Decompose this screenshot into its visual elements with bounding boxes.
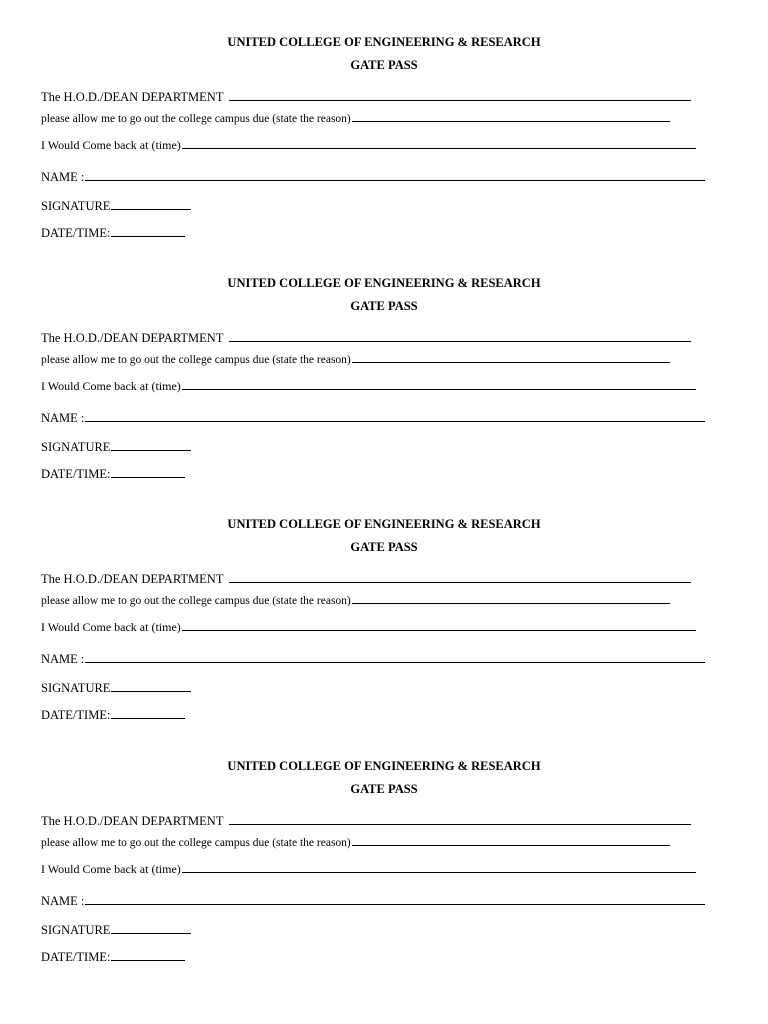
datetime-field[interactable] [111,467,185,478]
datetime-label: DATE/TIME: [41,950,111,964]
datetime-label: DATE/TIME: [41,226,111,240]
signature-field[interactable] [111,681,191,692]
institution-name: UNITED COLLEGE OF ENGINEERING & RESEARCH [227,35,541,49]
datetime-field[interactable] [111,226,185,237]
form-title: GATE PASS [350,299,418,313]
return-time-label: I Would Come back at (time) [41,862,181,876]
datetime-field[interactable] [111,950,185,961]
signature-line [41,923,191,938]
return-time-field[interactable] [182,620,696,631]
gate-pass-slip-3 [0,490,768,731]
hod-label: The H.O.D./DEAN DEPARTMENT [41,572,224,586]
name-field[interactable] [85,411,705,422]
form-title: GATE PASS [350,58,418,72]
datetime-line [41,226,185,241]
signature-line [41,440,191,455]
hod-label: The H.O.D./DEAN DEPARTMENT [41,90,224,104]
name-field[interactable] [85,894,705,905]
datetime-field[interactable] [111,708,185,719]
name-label: NAME : [41,894,85,908]
name-field[interactable] [85,652,705,663]
gate-pass-slip-2 [0,249,768,490]
reason-line [41,835,670,849]
reason-field[interactable] [352,352,670,363]
reason-label: please allow me to go out the college campus due (state the reason) [41,837,351,849]
hod-line [41,572,691,587]
hod-department-field[interactable] [229,814,691,825]
datetime-label: DATE/TIME: [41,467,111,481]
hod-label: The H.O.D./DEAN DEPARTMENT [41,331,224,345]
signature-label: SIGNATURE [41,681,111,695]
datetime-line [41,950,185,965]
hod-line [41,90,691,105]
signature-field[interactable] [111,199,191,210]
form-title: GATE PASS [350,540,418,554]
name-line [41,170,705,185]
reason-line [41,352,670,366]
institution-name: UNITED COLLEGE OF ENGINEERING & RESEARCH [227,759,541,773]
name-label: NAME : [41,411,85,425]
hod-department-field[interactable] [229,90,691,101]
datetime-line [41,708,185,723]
return-time-field[interactable] [182,379,696,390]
reason-field[interactable] [352,835,670,846]
return-time-label: I Would Come back at (time) [41,379,181,393]
datetime-label: DATE/TIME: [41,708,111,722]
reason-line [41,593,670,607]
return-time-line [41,138,696,153]
form-title: GATE PASS [350,782,418,796]
name-line [41,411,705,426]
name-line [41,894,705,909]
return-time-field[interactable] [182,138,696,149]
signature-label: SIGNATURE [41,199,111,213]
return-time-line [41,620,696,635]
gate-pass-slip-1 [0,8,768,249]
signature-label: SIGNATURE [41,923,111,937]
reason-label: please allow me to go out the college campus due (state the reason) [41,595,351,607]
datetime-line [41,467,185,482]
return-time-label: I Would Come back at (time) [41,138,181,152]
name-field[interactable] [85,170,705,181]
reason-field[interactable] [352,593,670,604]
reason-line [41,111,670,125]
hod-label: The H.O.D./DEAN DEPARTMENT [41,814,224,828]
institution-name: UNITED COLLEGE OF ENGINEERING & RESEARCH [227,517,541,531]
return-time-label: I Would Come back at (time) [41,620,181,634]
institution-name: UNITED COLLEGE OF ENGINEERING & RESEARCH [227,276,541,290]
signature-field[interactable] [111,440,191,451]
reason-label: please allow me to go out the college campus due (state the reason) [41,113,351,125]
gate-pass-slip-4 [0,732,768,973]
return-time-line [41,379,696,394]
name-line [41,652,705,667]
hod-department-field[interactable] [229,572,691,583]
signature-line [41,199,191,214]
reason-field[interactable] [352,111,670,122]
signature-field[interactable] [111,923,191,934]
signature-label: SIGNATURE [41,440,111,454]
name-label: NAME : [41,652,85,666]
return-time-field[interactable] [182,862,696,873]
hod-line [41,814,691,829]
return-time-line [41,862,696,877]
reason-label: please allow me to go out the college campus due (state the reason) [41,354,351,366]
signature-line [41,681,191,696]
hod-line [41,331,691,346]
name-label: NAME : [41,170,85,184]
hod-department-field[interactable] [229,331,691,342]
